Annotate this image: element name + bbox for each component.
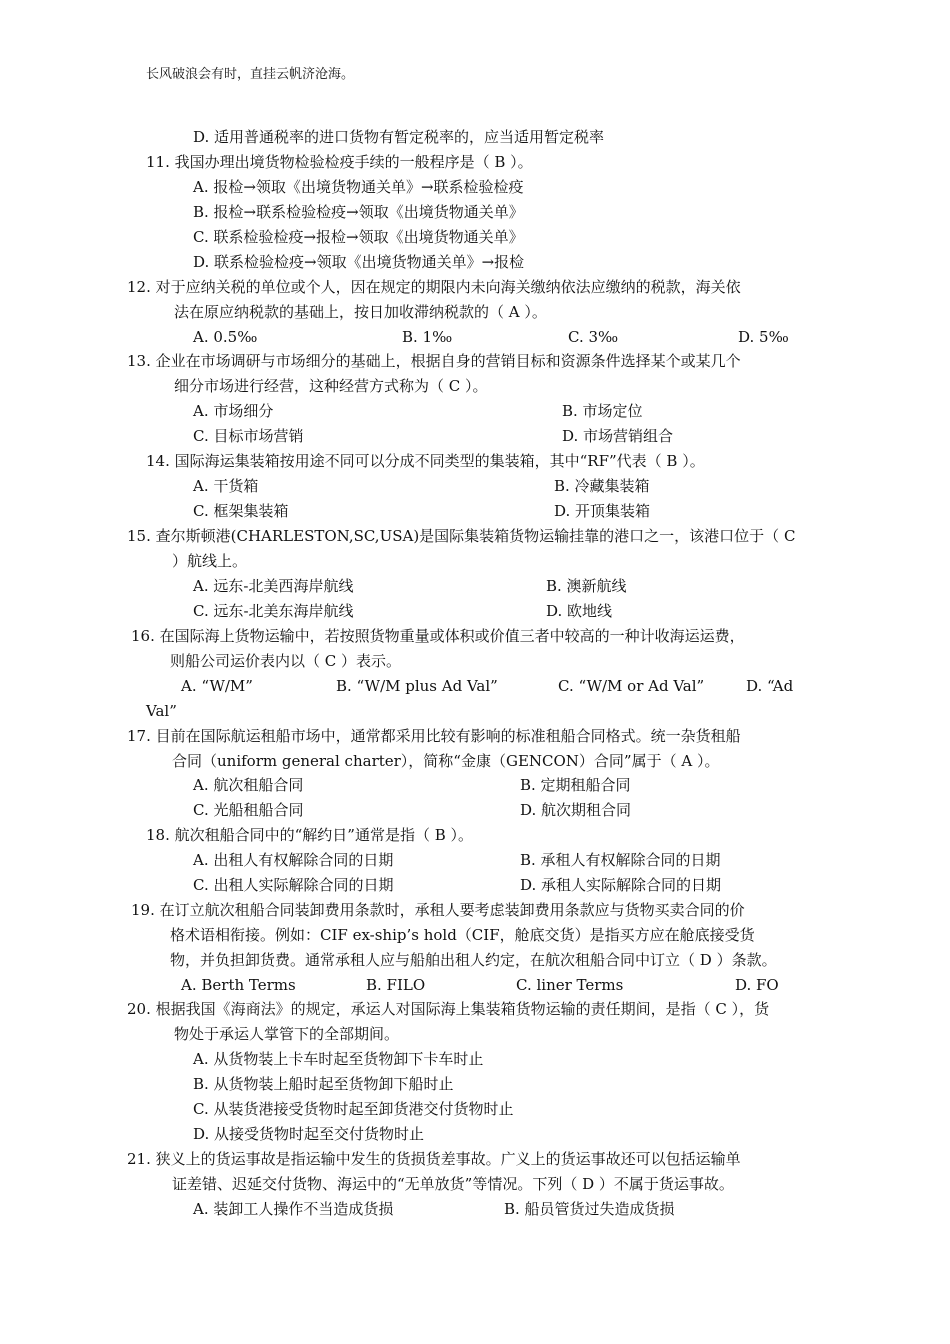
question-17-option-c: C. 光船租船合同 <box>193 801 304 819</box>
question-20-stem-line-1: 20. 根据我国《海商法》的规定，承运人对国际海上集装箱货物运输的责任期间，是指（ C ），货 <box>127 1000 770 1018</box>
question-19-stem-line-2: 格术语相衔接。例如：CIF ex-ship’s hold（CIF，舱底交货）是指买方应在舱底接受货 <box>170 926 755 944</box>
question-16-option-c: C. “W/M or Ad Val” <box>558 677 705 695</box>
question-14-stem: 14. 国际海运集装箱按用途不同可以分成不同类型的集装箱，其中“RF”代表（ B ）。 <box>146 452 705 470</box>
question-19-option-c: C. liner Terms <box>516 976 624 994</box>
question-13-option-b: B. 市场定位 <box>562 402 643 420</box>
question-11-option-d: D. 联系检验检疫→领取《出境货物通关单》→报检 <box>193 253 525 271</box>
question-17-stem-line-2: 合同（uniform general charter），简称“金康（GENCON）合同”属于（ A ）。 <box>172 752 720 770</box>
question-16-stem-line-2: 则船公司运价表内以（ C ）表示。 <box>170 652 402 670</box>
question-21-stem-line-2: 证差错、迟延交付货物、海运中的“无单放货”等情况。下列（ D ）不属于货运事故。 <box>172 1175 734 1193</box>
question-21-stem-line-1: 21. 狭义上的货运事故是指运输中发生的货损货差事故。广义上的货运事故还可以包括运输单 <box>127 1150 741 1168</box>
question-14-option-c: C. 框架集装箱 <box>193 502 289 520</box>
question-17-option-a: A. 航次租船合同 <box>193 776 304 794</box>
question-19-stem-line-1: 19. 在订立航次租船合同装卸费用条款时，承租人要考虑装卸费用条款应与货物买卖合同的价 <box>131 901 745 919</box>
question-20-stem-line-2: 物处于承运人掌管下的全部期间。 <box>174 1025 400 1043</box>
question-14-option-a: A. 干货箱 <box>193 477 259 495</box>
question-21-option-a: A. 装卸工人操作不当造成货损 <box>193 1200 394 1218</box>
question-13-option-c: C. 目标市场营销 <box>193 427 304 445</box>
question-20-option-c: C. 从装货港接受货物时起至卸货港交付货物时止 <box>193 1100 514 1118</box>
question-14-option-b: B. 冷藏集装箱 <box>554 477 650 495</box>
question-13-option-a: A. 市场细分 <box>193 402 274 420</box>
question-10-option-d: D. 适用普通税率的进口货物有暂定税率的，应当适用暂定税率 <box>193 128 605 146</box>
question-20-option-a: A. 从货物装上卡车时起至货物卸下卡车时止 <box>193 1050 484 1068</box>
question-13-option-d: D. 市场营销组合 <box>562 427 674 445</box>
question-18-option-d: D. 承租人实际解除合同的日期 <box>520 876 722 894</box>
question-18-option-b: B. 承租人有权解除合同的日期 <box>520 851 721 869</box>
question-14-option-d: D. 开顶集装箱 <box>554 502 651 520</box>
question-13-stem-line-1: 13. 企业在市场调研与市场细分的基础上，根据自身的营销目标和资源条件选择某个或某几个 <box>127 352 741 370</box>
question-16-option-d: D. “Ad <box>746 677 794 695</box>
question-12-stem-line-1: 12. 对于应纳关税的单位或个人，因在规定的期限内未向海关缴纳依法应缴纳的税款，海关依 <box>127 278 741 296</box>
question-15-option-b: B. 澳新航线 <box>546 577 627 595</box>
question-11-stem: 11. 我国办理出境货物检验检疫手续的一般程序是（ B ）。 <box>146 153 533 171</box>
question-11-option-b: B. 报检→联系检验检疫→领取《出境货物通关单》 <box>193 203 524 221</box>
question-12-option-c: C. 3‰ <box>568 328 619 346</box>
question-19-option-d: D. FO <box>735 976 779 994</box>
question-16-option-a: A. “W/M” <box>181 677 253 695</box>
question-18-stem: 18. 航次租船合同中的“解约日”通常是指（ B ）。 <box>146 826 474 844</box>
question-12-option-d: D. 5‰ <box>738 328 789 346</box>
question-12-stem-line-2: 法在原应纳税款的基础上，按日加收滞纳税款的（ A ）。 <box>174 303 547 321</box>
page-header-motto: 长风破浪会有时，直挂云帆济沧海。 <box>146 67 355 82</box>
question-11-option-c: C. 联系检验检疫→报检→领取《出境货物通关单》 <box>193 228 524 246</box>
question-15-option-c: C. 远东-北美东海岸航线 <box>193 602 354 620</box>
question-21-option-b: B. 船员管货过失造成货损 <box>504 1200 675 1218</box>
question-15-stem-line-2: ）航线上。 <box>172 552 248 570</box>
question-15-stem-line-1: 15. 查尔斯顿港(CHARLESTON,SC,USA)是国际集装箱货物运输挂靠的港口之一，该港口位于（ C <box>127 527 796 545</box>
question-19-stem-line-3: 物，并负担卸货费。通常承租人应与船舶出租人约定，在航次租船合同中订立（ D ）条款。 <box>170 951 777 969</box>
question-16-option-d-continued: Val” <box>146 702 177 720</box>
question-17-option-d: D. 航次期租合同 <box>520 801 632 819</box>
question-20-option-d: D. 从接受货物时起至交付货物时止 <box>193 1125 425 1143</box>
question-12-option-b: B. 1‰ <box>402 328 453 346</box>
question-15-option-d: D. 欧地线 <box>546 602 613 620</box>
question-19-option-b: B. FILO <box>366 976 426 994</box>
question-17-option-b: B. 定期租船合同 <box>520 776 631 794</box>
question-20-option-b: B. 从货物装上船时起至货物卸下船时止 <box>193 1075 454 1093</box>
question-15-option-a: A. 远东-北美西海岸航线 <box>193 577 354 595</box>
question-12-option-a: A. 0.5‰ <box>193 328 258 346</box>
question-13-stem-line-2: 细分市场进行经营，这种经营方式称为（ C ）。 <box>174 377 488 395</box>
question-19-option-a: A. Berth Terms <box>181 976 296 994</box>
question-17-stem-line-1: 17. 目前在国际航运租船市场中，通常都采用比较有影响的标准租船合同格式。统一杂货租船 <box>127 727 741 745</box>
question-18-option-a: A. 出租人有权解除合同的日期 <box>193 851 394 869</box>
question-18-option-c: C. 出租人实际解除合同的日期 <box>193 876 394 894</box>
question-11-option-a: A. 报检→领取《出境货物通关单》→联系检验检疫 <box>193 178 524 196</box>
question-16-stem-line-1: 16. 在国际海上货物运输中，若按照货物重量或体积或价值三者中较高的一种计收海运运费， <box>131 627 745 645</box>
question-16-option-b: B. “W/M plus Ad Val” <box>336 677 498 695</box>
